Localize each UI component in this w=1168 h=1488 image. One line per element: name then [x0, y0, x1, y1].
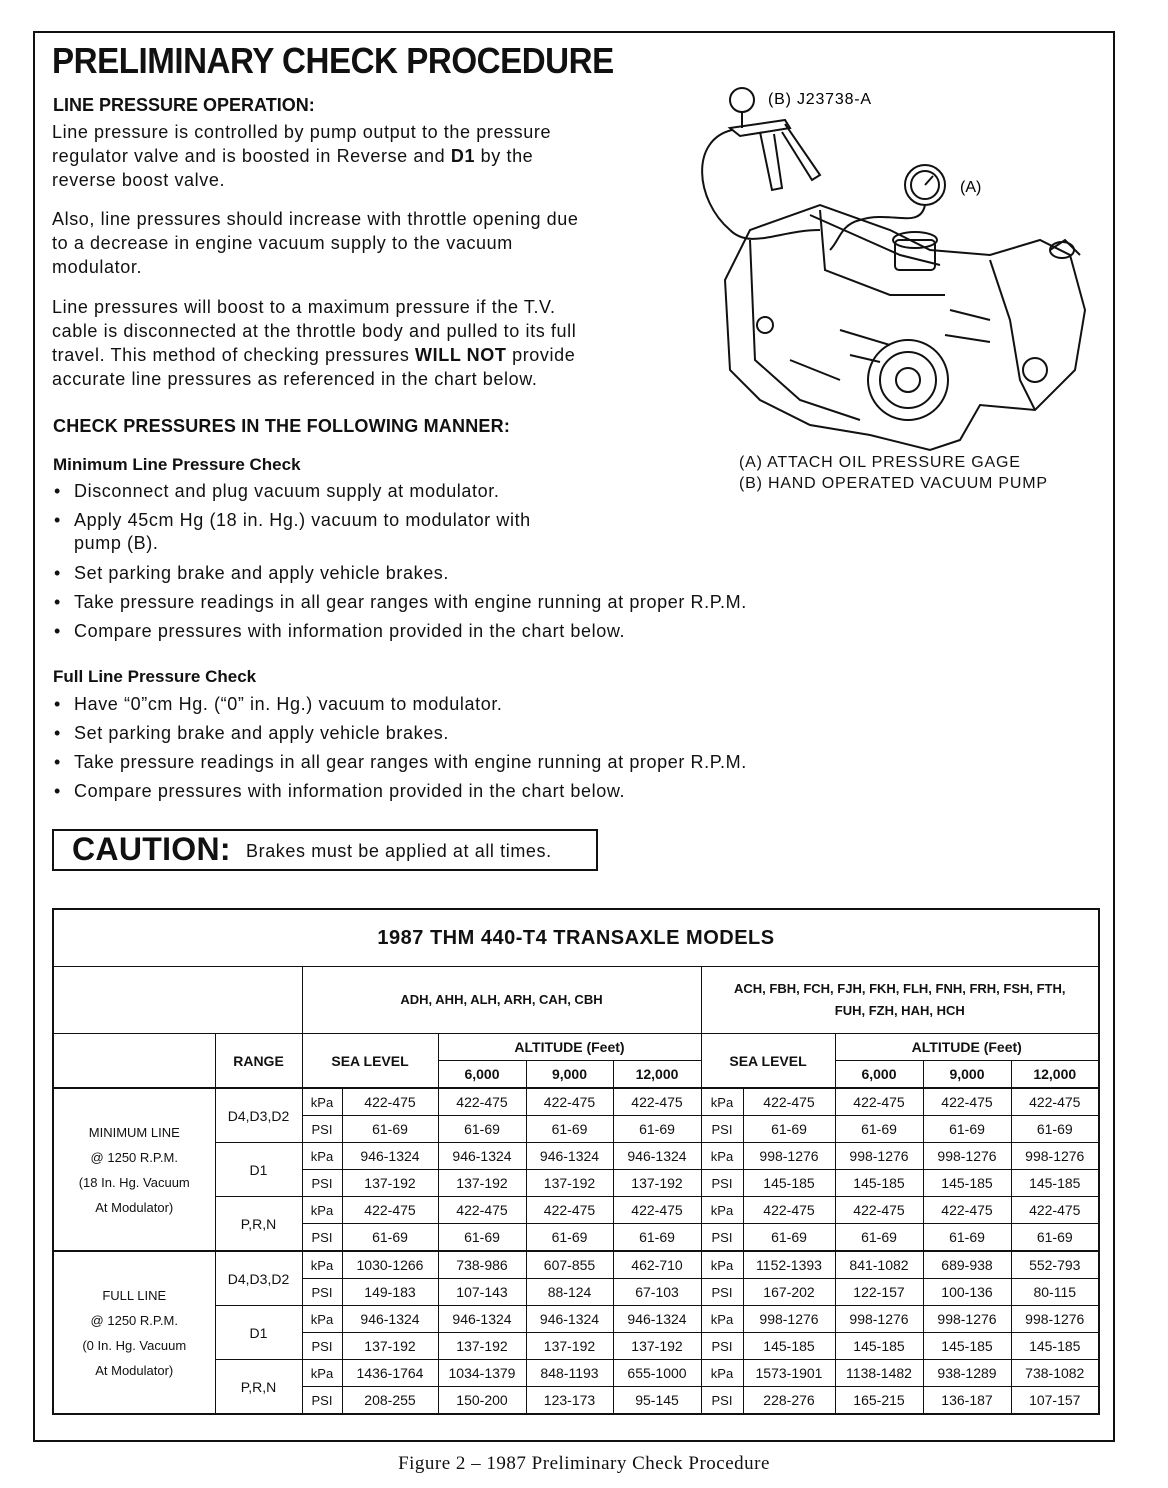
value-cell: 1138-1482 — [835, 1360, 923, 1387]
value-cell: 607-855 — [526, 1251, 613, 1279]
header-altitude-col: 9,000 — [923, 1061, 1011, 1089]
table-caption: 1987 THM 440-T4 TRANSAXLE MODELS — [53, 909, 1099, 967]
caution-box — [52, 829, 598, 871]
bullet-dot: • — [54, 723, 61, 743]
line-pressure-paragraph-1 — [52, 120, 692, 192]
bullet-dot: • — [54, 621, 61, 641]
value-cell: 61-69 — [743, 1116, 835, 1143]
p1-d1-bold: D1 — [450, 146, 476, 166]
range-cell: P,R,N — [215, 1197, 302, 1252]
value-cell: 61-69 — [342, 1116, 438, 1143]
value-cell: 422-475 — [835, 1197, 923, 1224]
unit-cell: kPa — [701, 1251, 743, 1279]
value-cell: 149-183 — [342, 1279, 438, 1306]
table-row — [53, 1251, 1099, 1279]
unit-cell: kPa — [701, 1143, 743, 1170]
header-range: RANGE — [215, 1034, 302, 1089]
value-cell: 998-1276 — [1011, 1306, 1099, 1333]
unit-cell: kPa — [701, 1088, 743, 1116]
value-cell: 137-192 — [438, 1170, 526, 1197]
vacuum-gauge-icon — [730, 88, 754, 112]
value-cell: 145-185 — [923, 1333, 1011, 1360]
p3-will-not-bold: WILL NOT — [415, 345, 507, 365]
value-cell: 95-145 — [613, 1387, 701, 1415]
unit-cell: kPa — [302, 1143, 342, 1170]
value-cell: 1573-1901 — [743, 1360, 835, 1387]
value-cell: 107-143 — [438, 1279, 526, 1306]
group-label-line: At Modulator) — [95, 1362, 174, 1378]
label-a: (A) — [960, 179, 982, 196]
value-cell: 1034-1379 — [438, 1360, 526, 1387]
group-label-line: @ 1250 R.P.M. — [90, 1149, 178, 1165]
value-cell: 946-1324 — [438, 1143, 526, 1170]
p2-line-2: to a decrease in engine vacuum supply to the vacuum — [52, 233, 513, 253]
value-cell: 137-192 — [613, 1170, 701, 1197]
value-cell: 137-192 — [342, 1333, 438, 1360]
header-blank-cell — [53, 1034, 215, 1089]
value-cell: 137-192 — [526, 1333, 613, 1360]
transaxle-illustration — [690, 80, 1110, 460]
value-cell: 61-69 — [613, 1224, 701, 1252]
bullet-text: Set parking brake and apply vehicle brakes. — [74, 563, 450, 583]
p2-line-1: Also, line pressures should increase with throttle opening due — [52, 209, 579, 229]
value-cell: 998-1276 — [835, 1306, 923, 1333]
unit-cell: kPa — [302, 1197, 342, 1224]
value-cell: 61-69 — [835, 1116, 923, 1143]
value-cell: 61-69 — [342, 1224, 438, 1252]
value-cell: 946-1324 — [342, 1306, 438, 1333]
bullet-text: Have “0”cm Hg. (“0” in. Hg.) vacuum to modulator. — [74, 694, 503, 714]
value-cell: 61-69 — [613, 1116, 701, 1143]
transaxle-body-icon — [725, 205, 1085, 450]
group-label-line: At Modulator) — [95, 1199, 174, 1215]
value-cell: 61-69 — [923, 1116, 1011, 1143]
unit-cell: kPa — [302, 1360, 342, 1387]
bullet-text: Take pressure readings in all gear ranges with engine running at proper R.P.M. — [74, 752, 747, 772]
value-cell: 145-185 — [835, 1170, 923, 1197]
value-cell: 422-475 — [526, 1197, 613, 1224]
p2-line-3: modulator. — [52, 257, 143, 277]
value-cell: 208-255 — [342, 1387, 438, 1415]
header-altitude-col: 12,000 — [613, 1061, 701, 1089]
unit-cell: PSI — [302, 1224, 342, 1252]
bullet-text: Disconnect and plug vacuum supply at modulator. — [74, 481, 500, 501]
value-cell: 137-192 — [438, 1333, 526, 1360]
unit-cell: PSI — [302, 1116, 342, 1143]
page-title: PRELIMINARY CHECK PROCEDURE — [52, 40, 614, 81]
header-altitude-col: 12,000 — [1011, 1061, 1099, 1089]
bullet-dot: • — [54, 781, 61, 801]
minimum-check-heading: Minimum Line Pressure Check — [53, 455, 301, 474]
illustration-legend — [739, 452, 1048, 494]
p1-line-2-text: regulator valve and is boosted in Reverse and — [52, 146, 446, 166]
value-cell: 107-157 — [1011, 1387, 1099, 1415]
pressure-chart-body — [53, 909, 1099, 1414]
value-cell: 422-475 — [526, 1088, 613, 1116]
header-sea-level-right: SEA LEVEL — [701, 1034, 835, 1089]
value-cell: 137-192 — [613, 1333, 701, 1360]
unit-cell: kPa — [302, 1306, 342, 1333]
line-pressure-paragraph-2 — [52, 207, 692, 279]
bullet-text: pump (B). — [74, 533, 159, 553]
value-cell: 998-1276 — [923, 1143, 1011, 1170]
range-cell: D1 — [215, 1306, 302, 1360]
value-cell: 998-1276 — [1011, 1143, 1099, 1170]
value-cell: 946-1324 — [438, 1306, 526, 1333]
value-cell: 998-1276 — [743, 1306, 835, 1333]
p3-line-3-tail: provide — [506, 345, 576, 365]
unit-cell: PSI — [302, 1170, 342, 1197]
p3-line-4: accurate line pressures as referenced in the chart below. — [52, 369, 538, 389]
header-altitude-col: 6,000 — [835, 1061, 923, 1089]
unit-cell: PSI — [302, 1279, 342, 1306]
table-models-row — [53, 967, 1099, 1034]
bullet-text: Compare pressures with information provided in the chart below. — [74, 781, 626, 801]
p1-line-2-tail: by the — [475, 146, 534, 166]
value-cell: 167-202 — [743, 1279, 835, 1306]
value-cell: 145-185 — [743, 1333, 835, 1360]
bullet-dot: • — [54, 563, 61, 583]
value-cell: 145-185 — [923, 1170, 1011, 1197]
range-cell: D1 — [215, 1143, 302, 1197]
unit-cell: PSI — [701, 1279, 743, 1306]
group-label — [53, 1251, 215, 1414]
table-header-row-1 — [53, 1034, 1099, 1061]
value-cell: 946-1324 — [526, 1143, 613, 1170]
unit-cell: PSI — [701, 1387, 743, 1415]
value-cell: 150-200 — [438, 1387, 526, 1415]
value-cell: 738-986 — [438, 1251, 526, 1279]
value-cell: 88-124 — [526, 1279, 613, 1306]
full-check-heading: Full Line Pressure Check — [53, 667, 257, 686]
value-cell: 841-1082 — [835, 1251, 923, 1279]
group-label-line: @ 1250 R.P.M. — [90, 1312, 178, 1328]
header-altitude-left: ALTITUDE (Feet) — [438, 1034, 701, 1061]
value-cell: 422-475 — [438, 1197, 526, 1224]
value-cell: 228-276 — [743, 1387, 835, 1415]
value-cell: 61-69 — [526, 1116, 613, 1143]
value-cell: 946-1324 — [613, 1143, 701, 1170]
group-label-line: FULL LINE — [102, 1287, 167, 1303]
bullet-dot: • — [54, 592, 61, 612]
value-cell: 1152-1393 — [743, 1251, 835, 1279]
legend-b: (B) HAND OPERATED VACUUM PUMP — [739, 475, 1048, 492]
value-cell: 61-69 — [923, 1224, 1011, 1252]
value-cell: 422-475 — [613, 1088, 701, 1116]
legend-a: (A) ATTACH OIL PRESSURE GAGE — [739, 454, 1021, 471]
p1-line-2 — [52, 144, 692, 168]
value-cell: 738-1082 — [1011, 1360, 1099, 1387]
bullet-dot: • — [54, 694, 61, 714]
unit-cell: PSI — [701, 1333, 743, 1360]
value-cell: 61-69 — [743, 1224, 835, 1252]
line-pressure-heading: LINE PRESSURE OPERATION: — [53, 95, 315, 115]
models-left: ADH, AHH, ALH, ARH, CAH, CBH — [302, 967, 701, 1034]
value-cell: 1436-1764 — [342, 1360, 438, 1387]
unit-cell: PSI — [701, 1116, 743, 1143]
value-cell: 165-215 — [835, 1387, 923, 1415]
table-corner-cell — [53, 967, 302, 1034]
label-b: (B) J23738-A — [768, 91, 872, 108]
value-cell: 123-173 — [526, 1387, 613, 1415]
value-cell: 946-1324 — [613, 1306, 701, 1333]
pressure-chart-table — [52, 908, 1100, 1415]
value-cell: 655-1000 — [613, 1360, 701, 1387]
unit-cell: kPa — [701, 1306, 743, 1333]
bullet-text: Set parking brake and apply vehicle brakes. — [74, 723, 450, 743]
value-cell: 422-475 — [342, 1088, 438, 1116]
group-label-line: MINIMUM LINE — [88, 1124, 180, 1140]
unit-cell: kPa — [302, 1251, 342, 1279]
value-cell: 689-938 — [923, 1251, 1011, 1279]
p1-line-3: reverse boost valve. — [52, 170, 226, 190]
models-right: ACH, FBH, FCH, FJH, FKH, FLH, FNH, FRH, FSH, FTH, FUH, FZH, HAH, HCH — [701, 967, 1099, 1034]
header-altitude-col: 9,000 — [526, 1061, 613, 1089]
value-cell: 552-793 — [1011, 1251, 1099, 1279]
range-cell: P,R,N — [215, 1360, 302, 1415]
unit-cell: PSI — [701, 1170, 743, 1197]
bullet-text: Compare pressures with information provided in the chart below. — [74, 621, 626, 641]
value-cell: 422-475 — [923, 1088, 1011, 1116]
range-cell: D4,D3,D2 — [215, 1088, 302, 1143]
figure-caption: Figure 2 – 1987 Preliminary Check Procedure — [398, 1453, 770, 1474]
table-row — [53, 1088, 1099, 1116]
value-cell: 61-69 — [438, 1224, 526, 1252]
value-cell: 61-69 — [1011, 1116, 1099, 1143]
value-cell: 946-1324 — [526, 1306, 613, 1333]
caution-text: Brakes must be applied at all times. — [246, 841, 552, 861]
value-cell: 145-185 — [1011, 1333, 1099, 1360]
value-cell: 61-69 — [1011, 1224, 1099, 1252]
value-cell: 848-1193 — [526, 1360, 613, 1387]
value-cell: 100-136 — [923, 1279, 1011, 1306]
header-sea-level-left: SEA LEVEL — [302, 1034, 438, 1089]
value-cell: 422-475 — [923, 1197, 1011, 1224]
bullet-dot: • — [54, 752, 61, 772]
value-cell: 938-1289 — [923, 1360, 1011, 1387]
value-cell: 998-1276 — [835, 1143, 923, 1170]
value-cell: 80-115 — [1011, 1279, 1099, 1306]
value-cell: 145-185 — [835, 1333, 923, 1360]
value-cell: 137-192 — [526, 1170, 613, 1197]
value-cell: 61-69 — [526, 1224, 613, 1252]
value-cell: 422-475 — [743, 1088, 835, 1116]
group-label-line: (18 In. Hg. Vacuum — [78, 1174, 190, 1190]
unit-cell: kPa — [302, 1088, 342, 1116]
value-cell: 122-157 — [835, 1279, 923, 1306]
unit-cell: PSI — [701, 1224, 743, 1252]
unit-cell: kPa — [701, 1197, 743, 1224]
p3-line-2: cable is disconnected at the throttle body and pulled to its full — [52, 321, 577, 341]
range-cell: D4,D3,D2 — [215, 1251, 302, 1306]
value-cell: 67-103 — [613, 1279, 701, 1306]
line-pressure-paragraph-3 — [52, 295, 712, 391]
value-cell: 998-1276 — [923, 1306, 1011, 1333]
header-altitude-col: 6,000 — [438, 1061, 526, 1089]
value-cell: 61-69 — [835, 1224, 923, 1252]
value-cell: 422-475 — [835, 1088, 923, 1116]
bullet-dot: • — [54, 510, 61, 530]
value-cell: 136-187 — [923, 1387, 1011, 1415]
p1-line-1: Line pressure is controlled by pump output to the pressure — [52, 122, 552, 142]
value-cell: 145-185 — [1011, 1170, 1099, 1197]
p3-line-1: Line pressures will boost to a maximum pressure if the T.V. — [52, 297, 556, 317]
p3-line-3-text: travel. This method of checking pressures — [52, 345, 416, 365]
value-cell: 422-475 — [743, 1197, 835, 1224]
unit-cell: kPa — [701, 1360, 743, 1387]
value-cell: 422-475 — [1011, 1088, 1099, 1116]
value-cell: 422-475 — [342, 1197, 438, 1224]
check-pressures-heading: CHECK PRESSURES IN THE FOLLOWING MANNER: — [53, 416, 511, 436]
caution-label: CAUTION: — [72, 831, 231, 867]
value-cell: 145-185 — [743, 1170, 835, 1197]
group-label-line: (0 In. Hg. Vacuum — [82, 1337, 187, 1353]
unit-cell: PSI — [302, 1387, 342, 1415]
group-label — [53, 1088, 215, 1251]
p3-line-3 — [52, 343, 712, 367]
value-cell: 1030-1266 — [342, 1251, 438, 1279]
value-cell: 998-1276 — [743, 1143, 835, 1170]
bullet-dot: • — [54, 481, 61, 501]
bullet-text: Apply 45cm Hg (18 in. Hg.) vacuum to modulator with — [74, 510, 531, 530]
unit-cell: PSI — [302, 1333, 342, 1360]
value-cell: 137-192 — [342, 1170, 438, 1197]
value-cell: 946-1324 — [342, 1143, 438, 1170]
bullet-text: Take pressure readings in all gear ranges with engine running at proper R.P.M. — [74, 592, 747, 612]
value-cell: 422-475 — [613, 1197, 701, 1224]
value-cell: 462-710 — [613, 1251, 701, 1279]
table-caption-row — [53, 909, 1099, 967]
header-altitude-right: ALTITUDE (Feet) — [835, 1034, 1099, 1061]
value-cell: 422-475 — [438, 1088, 526, 1116]
value-cell: 61-69 — [438, 1116, 526, 1143]
value-cell: 422-475 — [1011, 1197, 1099, 1224]
